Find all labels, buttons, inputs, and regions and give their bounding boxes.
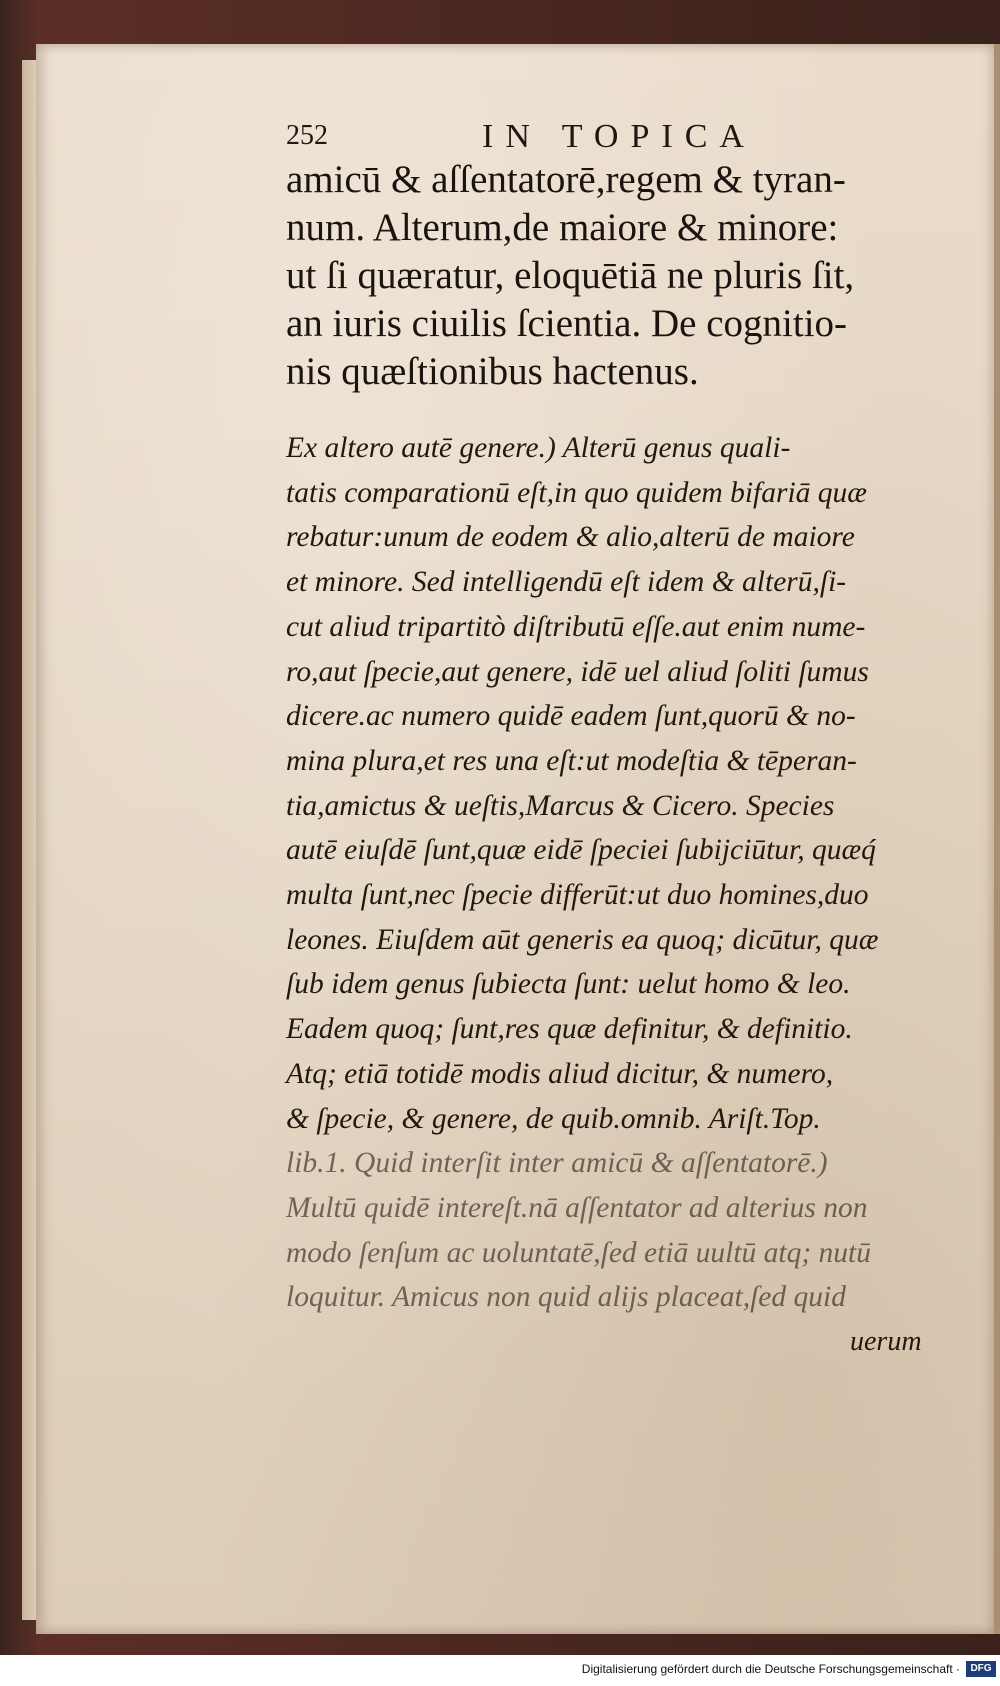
commentary-line: mina plura,et res una eſt:ut modeſtia & tēperan- bbox=[286, 744, 857, 777]
commentary-line: Ex altero autē genere.) Alterū genus quali- bbox=[286, 432, 791, 464]
page-header bbox=[286, 118, 976, 158]
commentary-line: loquitur. Amicus non quid alijs placeat,ſed quid bbox=[286, 1281, 846, 1314]
text-line: amicū & aſſentatorē,regem & tyran- bbox=[286, 158, 846, 201]
commentary-line: cut aliud tripartitò diſtributū eſſe.aut enim nume- bbox=[286, 610, 866, 643]
fore-edge bbox=[994, 44, 1000, 1634]
commentary-line: tia,amictus & ueſtis,Marcus & Cicero. Species bbox=[286, 789, 835, 822]
commentary-line: autē eiuſdē ſunt,quæ eidē ſpeciei ſubijciūtur, quæq́ bbox=[286, 834, 876, 867]
commentary-line: leones. Eiuſdem aūt generis ea quoq; dicūtur, quæ bbox=[286, 923, 879, 956]
commentary-line: Atq; etiā totidē modis aliud dicitur, & numero, bbox=[286, 1057, 834, 1090]
commentary-line: multa ſunt,nec ſpecie differūt:ut duo homines,duo bbox=[286, 879, 869, 912]
commentary-line: dicere.ac numero quidē eadem ſunt,quorū & no- bbox=[286, 700, 856, 733]
commentary-line: & ſpecie, & genere, de quib.omnib. Ariſt.Top. bbox=[286, 1102, 821, 1135]
text-line: an iuris ciuilis ſcientia. De cognitio- bbox=[286, 302, 848, 345]
commentary-line: Eadem quoq; ſunt,res quæ definitur, & definitio. bbox=[286, 1013, 853, 1046]
commentary-line: et minore. Sed intelligendū eſt idem & alterū,ſi- bbox=[286, 566, 847, 599]
commentary-line: lib.1. Quid interſit inter amicū & aſſentatorē.) bbox=[286, 1147, 828, 1180]
commentary-line: ſub idem genus ſubiecta ſunt: uelut homo & leo. bbox=[286, 968, 851, 1001]
commentary-line: Multū quidē intereſt.nā aſſentator ad alterius non bbox=[286, 1191, 868, 1224]
commentary-line: modo ſenſum ac uoluntatē,ſed etiā uultū atq; nutū bbox=[286, 1236, 872, 1269]
text-line: nis quæſtionibus hactenus. bbox=[286, 350, 699, 393]
running-title: IN TOPICA bbox=[482, 118, 756, 155]
text-line: num. Alterum,de maiore & minore: bbox=[286, 206, 839, 249]
text-line: ut ſi quæratur, eloquētiā ne pluris ſit, bbox=[286, 254, 855, 297]
page-number: 252 bbox=[286, 120, 328, 151]
footer-bar bbox=[0, 1655, 1000, 1686]
funding-credit: Digitalisierung gefördert durch die Deutsche Forschungsgemeinschaft · bbox=[581, 1662, 960, 1676]
commentary-line: rebatur:unum de eodem & alio,alterū de maiore bbox=[286, 521, 855, 554]
commentary-line: tatis comparationū eſt,in quo quidem bifariā quæ bbox=[286, 476, 867, 509]
catchword: uerum bbox=[850, 1326, 922, 1357]
commentary-text bbox=[286, 426, 946, 1320]
commentary-line: ro,aut ſpecie,aut genere, idē uel aliud ſoliti ſumus bbox=[286, 655, 869, 688]
main-text bbox=[286, 156, 952, 396]
dfg-logo: DFG bbox=[966, 1661, 996, 1677]
